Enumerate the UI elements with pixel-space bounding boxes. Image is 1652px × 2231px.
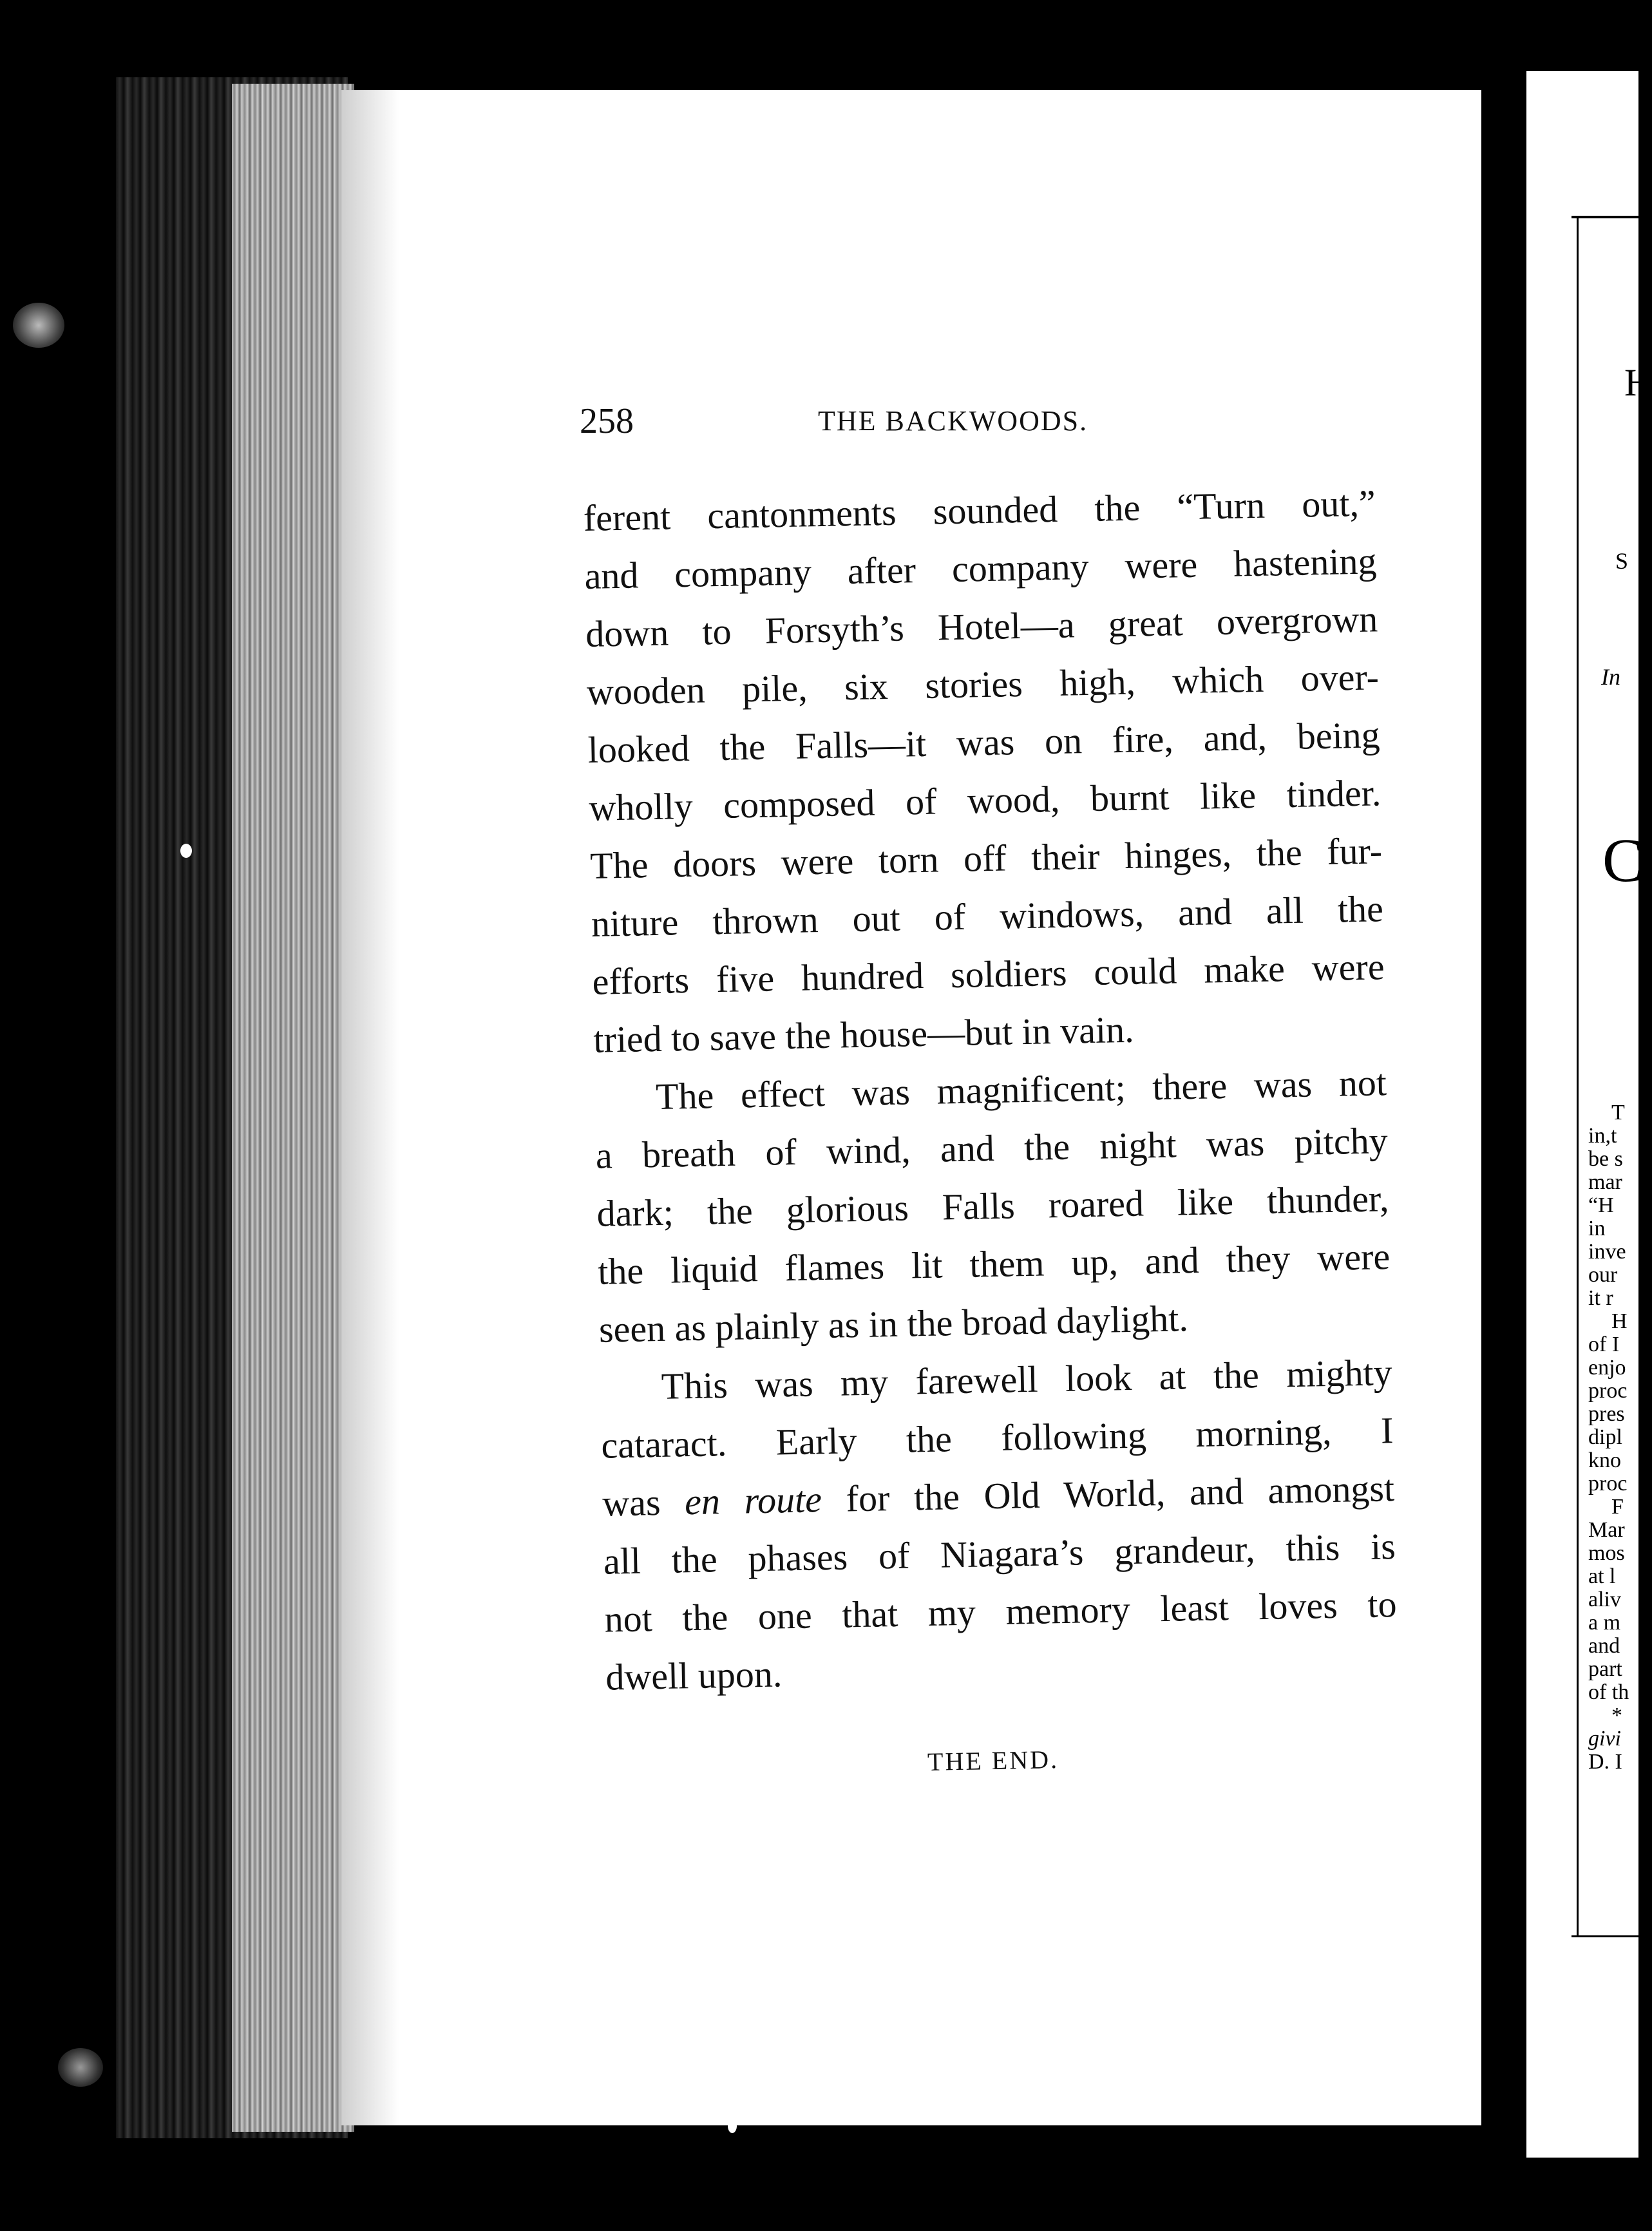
text-line: down to Forsyth’s Hotel—a great overgrown [585,598,1378,655]
text-line: all the phases of Niagara’s grandeur, this is [603,1525,1396,1582]
text-line: dark; the glorious Falls roared like thunder, [596,1177,1389,1235]
facing-fragment: a m [1588,1611,1621,1635]
facing-fragment: in [1588,1217,1606,1240]
facing-fragment: * [1611,1704,1622,1727]
facing-fragment: it r [1588,1286,1613,1310]
scan-speck [13,303,64,348]
facing-page-text-column [1588,1101,1629,1774]
page-number: 258 [580,401,634,441]
facing-fragment: pres [1588,1402,1625,1426]
text-line: ferent cantonments sounded the “Turn out,” [583,482,1376,539]
facing-page-frame-line [1577,216,1579,1937]
facing-fragment: aliv [1588,1588,1621,1611]
text-line: cataract. Early the following morning, I [600,1409,1394,1467]
facing-fragment: C [1602,826,1644,895]
text-line: efforts five hundred soldiers could make were [592,945,1385,1003]
scan-speck [728,2119,737,2133]
facing-fragment: mos [1588,1541,1625,1565]
facing-fragment: S [1615,548,1629,574]
facing-fragment: and [1588,1634,1620,1658]
facing-fragment: givi [1588,1727,1621,1751]
facing-fragment: enjo [1588,1356,1626,1380]
facing-fragment: in,t [1588,1124,1617,1148]
text-line: the liquid flames lit them up, and they were [597,1235,1391,1293]
facing-fragment: H [1611,1309,1628,1333]
end-mark: THE END. [927,1745,1059,1776]
text-line: and company after company were hastening [584,540,1377,597]
scan-speck [180,844,192,858]
paragraph [583,474,1399,1069]
facing-fragment: of th [1588,1680,1629,1704]
gutter-shadow [341,90,399,2125]
text-run: for the Old World, and amongst [821,1467,1395,1521]
facing-page-bottom-rule [1571,1935,1638,1937]
facing-fragment: Mar [1588,1518,1625,1542]
facing-fragment: “H [1588,1193,1614,1217]
text-line: The effect was magnificent; there was not [655,1061,1387,1117]
facing-fragment: dipl [1588,1425,1622,1449]
facing-fragment: part [1588,1657,1622,1681]
facing-page-top-rule [1571,216,1638,218]
facing-fragment: proc [1588,1472,1628,1495]
running-head [580,401,1481,452]
text-line: seen as plainly as in the broad daylight. [598,1297,1189,1351]
running-title: THE BACKWOODS. [818,405,1088,437]
facing-fragment: mar [1588,1170,1622,1194]
facing-fragment: be s [1588,1147,1623,1171]
facing-fragment: inve [1588,1240,1626,1264]
italic-phrase: en route [684,1478,822,1523]
scan-speck [58,2048,103,2087]
facing-fragment: of I [1588,1333,1620,1356]
facing-fragment: D. I [1588,1750,1622,1774]
text-line: wholly composed of wood, burnt like tinder. [588,772,1381,829]
text-line: looked the Falls—it was on fire, and, being [587,714,1381,771]
facing-fragment: our [1588,1263,1618,1287]
text-line: wooden pile, six stories high, which over- [586,656,1380,713]
facing-fragment: In [1601,664,1620,690]
body-text [583,474,1411,1707]
facing-fragment: kno [1588,1448,1621,1472]
paragraph [594,1054,1404,1359]
text-line: tried to save the house—but in vain. [593,1008,1135,1061]
text-line: dwell upon. [605,1653,783,1698]
text-line: niture thrown out of windows, and all the [591,888,1384,945]
facing-fragment: at l [1588,1564,1616,1588]
facing-fragment: H [1624,361,1652,404]
paragraph [600,1343,1411,1707]
text-run: was [602,1481,685,1524]
text-line: a breath of wind, and the night was pitchy [595,1119,1389,1177]
facing-fragment: F [1611,1495,1624,1519]
book-page-stack [232,84,354,2132]
text-line: This was my farewell look at the mighty [661,1351,1393,1407]
facing-fragment: T [1611,1101,1625,1125]
text-line: The doors were torn off their hinges, the fur- [589,830,1383,887]
text-line: not the one that my memory least loves to [604,1583,1398,1640]
facing-fragment: proc [1588,1379,1628,1403]
